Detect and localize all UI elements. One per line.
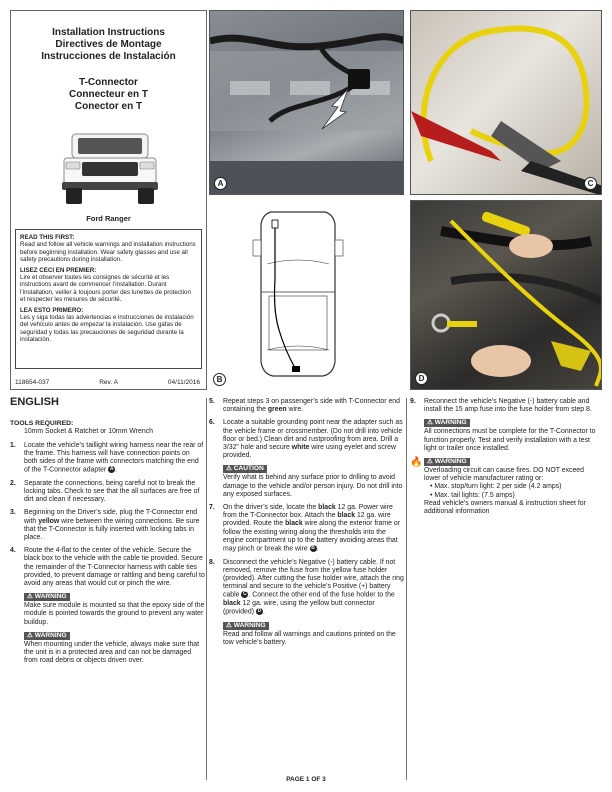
- warning-badge: [223, 622, 269, 630]
- warning-triangle-icon: ⚠: [226, 621, 232, 629]
- step-2: [10, 480, 205, 505]
- step-9: [410, 398, 602, 414]
- wire-color-black: black: [223, 599, 241, 607]
- wire-color-black: black: [285, 520, 303, 528]
- step-number: 3.: [10, 509, 16, 517]
- warning-heading: WARNING: [34, 593, 67, 601]
- read-first-heading-es: LEA ESTO PRIMERO:: [20, 306, 84, 314]
- caution-badge: [223, 465, 267, 473]
- vehicle-topview-diagram: [209, 200, 404, 390]
- read-first-box: [15, 229, 202, 369]
- step-8: 8. Disconnect the vehicle’s Negative (-) battery cable. If not removed, remove the fuse from the yellow fuse holder (provided). After cutting the fuse holder wire, attach the ring terminal and secure to the vehicle’s Positive (+) battery cable C . Connect the other end of the fuse holder to the black 12 ga. wire, using the yellow butt connector (provided) D .: [209, 558, 404, 616]
- photo-c-illustration: [411, 11, 602, 195]
- step-number: 6.: [209, 419, 215, 427]
- warning-heading: WARNING: [34, 631, 67, 639]
- step-number: 9.: [410, 398, 416, 405]
- step-4-text: Route the 4-flat to the center of the vehicle. Secure the black box to the vehicle with the cable tie provided. Secure the remainder of the T-Connector harness with cable ties provided, to prevent damage or rattling and being careful to avoid any areas that would cut or pinch the wire.: [24, 547, 205, 587]
- step-8-text-cont: . Connect the other end of the fuse holder to the: [248, 591, 395, 599]
- tools-value: 10mm Socket & Ratchet or 10mm Wrench: [24, 428, 153, 436]
- read-first-text-fr: Lire et observer toutes les consignes de sécurité et les instructions avant de commencer l’installation. Durant l’installation, veiller à toujours porter des lunettes de protection et respecter les mesures de sécurité.: [20, 274, 191, 304]
- step-4: [10, 547, 205, 588]
- column-3: [410, 398, 602, 521]
- read-first-heading-en: READ THIS FIRST:: [20, 234, 75, 241]
- step-number: 8.: [209, 558, 215, 566]
- step-7: 7. On the driver’s side, locate the black 12 ga. Power wire from the T-Connector box. Attach the black 12 ga. wire provided. Route the black wire along the exterior frame or follow the existing wiring along the thresholds into the engine compartment up to the battery avoiding areas that may pinch or break the wire B .: [209, 504, 400, 553]
- warning-badge: [424, 419, 470, 427]
- column-2: [209, 398, 404, 652]
- step-1-text: Locate the vehicle’s taillight wiring harness near the rear of the frame. This harness will have connection points on both sides of the frame with connectors matching the end of the T-Connector adapter: [24, 441, 204, 474]
- step-number: 2.: [10, 479, 16, 487]
- product-fr: Connecteur en T: [69, 89, 148, 100]
- warning-badge: [24, 593, 70, 601]
- step-number: 7.: [209, 504, 215, 512]
- wire-color-green: green: [267, 406, 287, 414]
- warning-bullet: • Max. stop/turn light: 2 per side (4.2 amps): [430, 483, 562, 491]
- caution-text: Verify what is behind any surface prior to drilling to avoid damage to the vehicle and/or person injury. Do not drill into any exposed surfaces.: [223, 474, 403, 498]
- title-en: Installation Instructions: [52, 27, 165, 38]
- photo-a-label: A: [214, 177, 227, 190]
- page-number: PAGE 1 OF 3: [286, 776, 326, 783]
- warning-badge: [24, 632, 70, 640]
- title-panel: [10, 10, 207, 390]
- step-number: 4.: [10, 547, 16, 555]
- step-6: [209, 419, 404, 460]
- step-1: 1. Locate the vehicle’s taillight wiring harness near the rear of the frame. This harness will have connection points on both sides of the frame with connectors matching the end of the T-Connector adapter A .: [10, 441, 204, 474]
- photo-c: [410, 10, 602, 195]
- warning-triangle-icon: ⚠: [226, 465, 232, 473]
- warning-triangle-icon: ⚠: [27, 631, 33, 639]
- step-6-text-cont: wire using eyelet and screw provided.: [223, 444, 396, 460]
- wire-color-black: black: [318, 504, 336, 512]
- document-meta: [15, 379, 200, 386]
- wire-color-yellow: yellow: [38, 517, 60, 525]
- product-es: Conector en T: [74, 101, 143, 112]
- step-7-text-cont: wire along the exterior frame or follow the existing wiring along the thresholds into the engine compartment up to the battery avoiding areas that may pinch or break the wire: [223, 520, 400, 553]
- title-fr: Directives de Montage: [55, 39, 162, 50]
- language-heading: ENGLISH: [10, 396, 59, 408]
- figure-ref-b: B: [311, 545, 315, 552]
- warning-text: Overloading circuit can cause fires. DO NOT exceed lower of vehicle manufacturer rating or:: [424, 467, 584, 483]
- warning-text: Read and follow all warnings and cautions printed on the tow vehicle’s battery.: [223, 630, 396, 646]
- warning-text: Read vehicle’s owners manual & instruction sheet for additional information: [424, 499, 586, 516]
- warning-heading: WARNING: [434, 458, 467, 466]
- step-9-text: Reconnect the vehicle’s Negative (-) battery cable and install the 15 amp fuse into the fuse holder from step 8.: [424, 398, 592, 414]
- warning-2: [24, 632, 205, 666]
- photo-d-illustration: [411, 201, 602, 390]
- date: 04/11/2016: [167, 379, 200, 386]
- step-3-text-cont: wire between the wiring connections. Be sure that the T-Connector is fully inserted with locking tabs in place.: [24, 517, 200, 541]
- warning-5: [410, 458, 602, 516]
- step-5-text-cont: wire.: [288, 406, 304, 414]
- step-3-text: Beginning on the Driver’s side, plug the T-Connector end with: [24, 509, 198, 525]
- figure-ref-a: A: [109, 466, 114, 473]
- step-3: [10, 509, 205, 542]
- figure-ref-c: C: [243, 591, 247, 598]
- warning-badge: [424, 458, 470, 466]
- read-first-heading-fr: LISEZ CECI EN PREMIER:: [20, 266, 97, 274]
- read-first-text-es: Les y siga todas las advertencias e instrucciones de instalación del vehículo antes de empezar la instalación. Use gafas de seguridad y todas las precauciones de seguridad durante la instalación.: [20, 314, 194, 344]
- tools-heading: TOOLS REQUIRED:: [10, 420, 74, 428]
- part-number: 118654-037: [15, 379, 50, 386]
- warning-heading: WARNING: [434, 419, 467, 427]
- column-1: [10, 398, 205, 670]
- step-2-text: Separate the connections, being careful not to break the locking tabs. Check to see that the all surfaces are free of dirt and clean if necessary.: [24, 479, 200, 504]
- step-6-text: Locate a suitable grounding point near the adapter such as the vehicle frame or crossmember. (Do not drill into vehicle floor or bed.) Clean dirt and rustproofing from area. Drill a 3/32" hole and secure: [223, 419, 403, 452]
- photo-a: [209, 10, 404, 195]
- step-8-text: Disconnect the vehicle’s Negative (-) battery cable. If not removed, remove the fuse from the yellow fuse holder (provided). After cutting the fuse holder wire, attach the ring terminal and secure to the vehicle’s Positive (+) battery cable: [223, 558, 404, 599]
- warning-4: [424, 419, 602, 453]
- warning-bullet: • Max. tail lights: (7.5 amps): [430, 491, 515, 499]
- column-divider: [406, 398, 407, 780]
- warning-text: All connections must be complete for the T-Connector to function properly. Test and verify installation with a test light or trailer once installed.: [424, 428, 596, 452]
- diagram-b: [209, 200, 404, 390]
- warning-text: When mounting under the vehicle, always make sure that the unit is in a protected area and can not be damaged from road debris or objects driven over.: [24, 640, 200, 665]
- product-en: T-Connector: [79, 77, 138, 88]
- figure-ref-d: D: [257, 608, 262, 615]
- step-5-text: Repeat steps 3 on passenger’s side with T-Connector end containing the: [223, 398, 400, 414]
- step-7-text: On the driver’s side, locate the: [223, 504, 317, 512]
- column-divider: [206, 398, 207, 780]
- read-first-text-en: Read and follow all vehicle warnings and installation instructions before beginning installation. Wear safety glasses and use all safety precautions during installation.: [20, 241, 196, 264]
- warning-text: Make sure module is mounted so that the epoxy side of the module is pointed towards the ground to prevent any water buildup.: [24, 602, 205, 626]
- warning-heading: WARNING: [233, 621, 266, 629]
- warning-triangle-icon: ⚠: [427, 419, 433, 427]
- diagram-b-label: B: [213, 373, 226, 386]
- step-number: 1.: [10, 441, 16, 449]
- warning-triangle-icon: ⚠: [27, 593, 33, 601]
- title-es: Instrucciones de Instalación: [41, 51, 176, 62]
- truck-image: [58, 124, 162, 206]
- step-number: 5.: [209, 398, 215, 405]
- warning-triangle-icon: ⚠: [427, 458, 433, 466]
- step-8-text-cont: 12 ga. wire, using the yellow butt connector (provided): [223, 599, 375, 616]
- step-7-text-cont: 12 ga. wire provided. Route the: [223, 512, 391, 528]
- photo-d: [410, 200, 602, 390]
- caution-heading: CAUTION: [233, 465, 264, 473]
- revision: Rev. A: [99, 379, 118, 386]
- step-5: [209, 398, 404, 414]
- photo-d-label: D: [415, 372, 428, 385]
- warning-1: [24, 593, 205, 627]
- wire-color-white: white: [291, 444, 310, 452]
- step-7-text-cont: 12 ga. Power wire from the T-Connector box. Attach the: [223, 504, 393, 520]
- photo-c-label: C: [584, 177, 597, 190]
- wire-color-black: black: [337, 512, 356, 520]
- warning-3: [223, 622, 404, 647]
- fire-hazard-icon: 🔥: [410, 457, 423, 469]
- vehicle-caption: Ford Ranger: [86, 214, 131, 223]
- photo-a-illustration: [210, 11, 404, 195]
- caution-1: [223, 465, 404, 499]
